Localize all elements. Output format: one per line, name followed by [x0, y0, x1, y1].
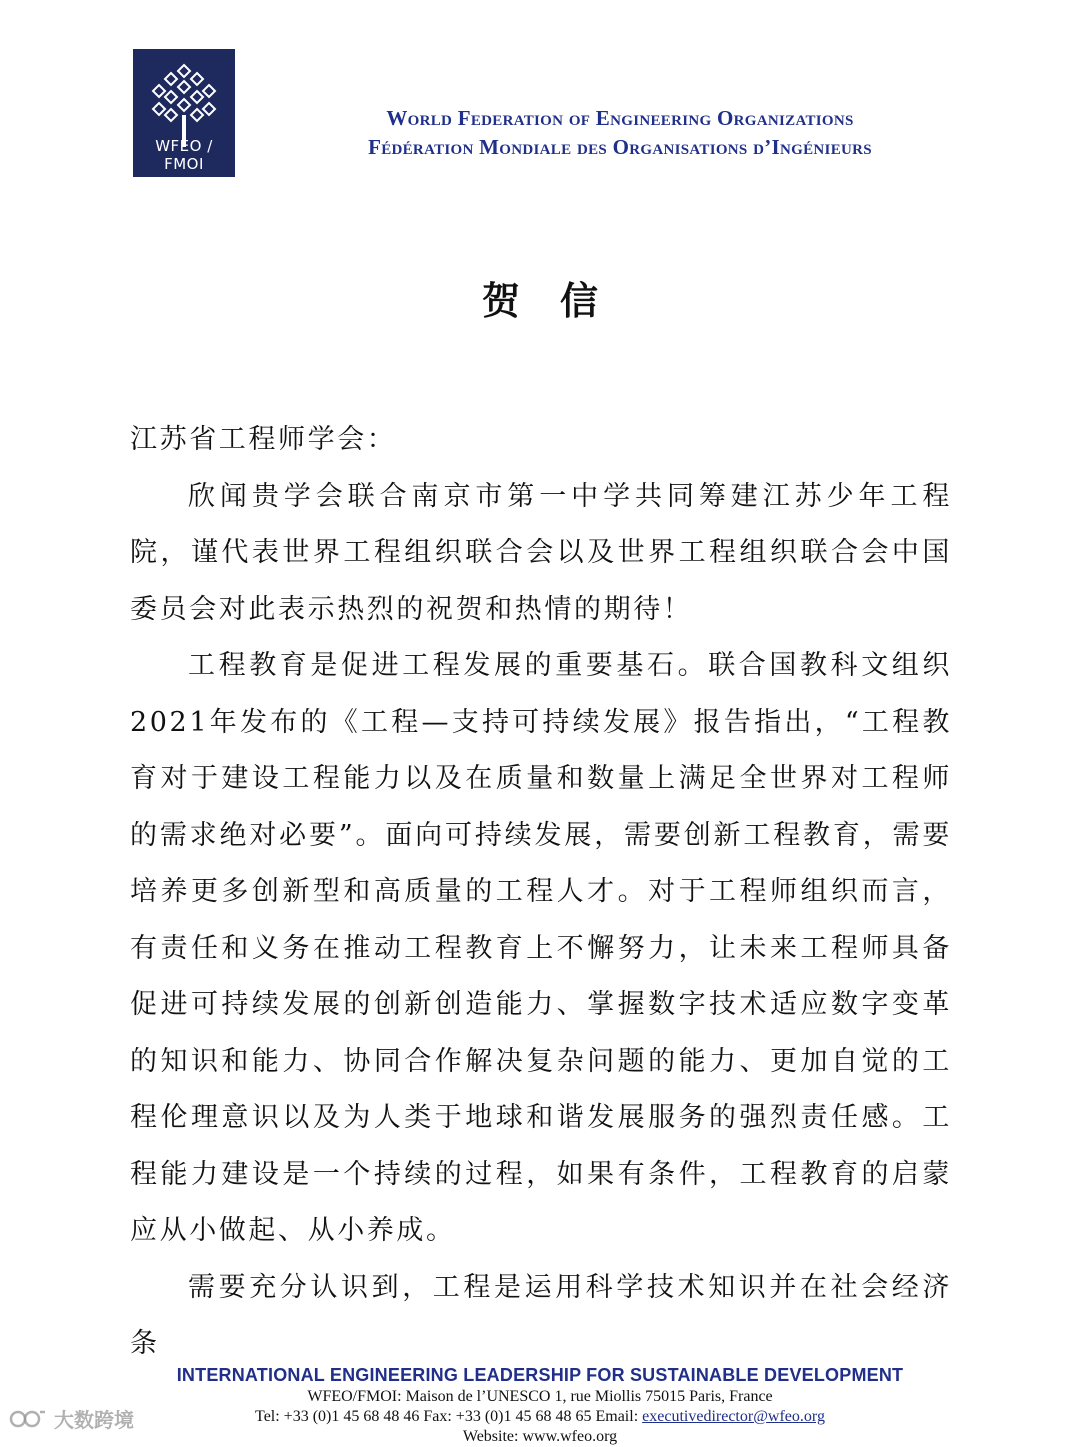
paragraph-3: 需要充分认识到，工程是运用科学技术知识并在社会经济条 — [130, 1271, 952, 1359]
watermark-text: 大数跨境 — [54, 1408, 134, 1432]
letter-title: 贺信 — [481, 278, 638, 323]
letter-body — [130, 412, 952, 1373]
watermark — [8, 1404, 134, 1433]
footer-contact-text: Tel: +33 (0)1 45 68 48 46 Fax: +33 (0)1 45 68 48 65 Email: — [255, 1408, 643, 1425]
logo-text: WFEO / FMOI — [155, 137, 213, 173]
wfeo-logo — [133, 49, 235, 177]
org-name-english: World Federation of Engineering Organizations — [386, 106, 854, 130]
footer-contact — [0, 1407, 1080, 1427]
email-link[interactable]: executivedirector@wfeo.org — [642, 1408, 825, 1425]
org-name-french: Fédération Mondiale des Organisations d’Ingénieurs — [368, 135, 872, 159]
footer — [0, 1363, 1080, 1447]
paragraph-1: 欣闻贵学会联合南京市第一中学共同筹建江苏少年工程院，谨代表世界工程组织联合会以及世界工程组织联合会中国委员会对此表示热烈的祝贺和热情的期待！ — [130, 480, 952, 625]
footer-slogan: INTERNATIONAL ENGINEERING LEADERSHIP FOR SUSTAINABLE DEVELOPMENT — [176, 1365, 904, 1385]
paragraph-2: 工程教育是促进工程发展的重要基石。联合国教科文组织2021年发布的《工程—支持可持续发展》报告指出，“工程教育对于建设工程能力以及在质量和数量上满足全世界对工程师的需求绝对必要”。面向可持续发展，需要创新工程教育，需要培养更多创新型和高质量的工程人才。对于工程师组织而言，有责任和义务在推动工程教育上不懈努力，让未来工程师具备促进可持续发展的创新创造能力、掌握数字技术适应数字变革的知识和能力、协同合作解决复杂问题的能力、更加自觉的工程伦理意识以及为人类于地球和谐发展服务的强烈责任感。工程能力建设是一个持续的过程，如果有条件，工程教育的启蒙应从小做起、从小养成。 — [130, 650, 952, 1246]
footer-website: Website: www.wfeo.org — [462, 1428, 618, 1445]
salutation: 江苏省工程师学会： — [130, 424, 397, 455]
footer-address: WFEO/FMOI: Maison de l’UNESCO 1, rue Miollis 75015 Paris, France — [307, 1388, 773, 1405]
watermark-logo-icon — [8, 1408, 48, 1430]
